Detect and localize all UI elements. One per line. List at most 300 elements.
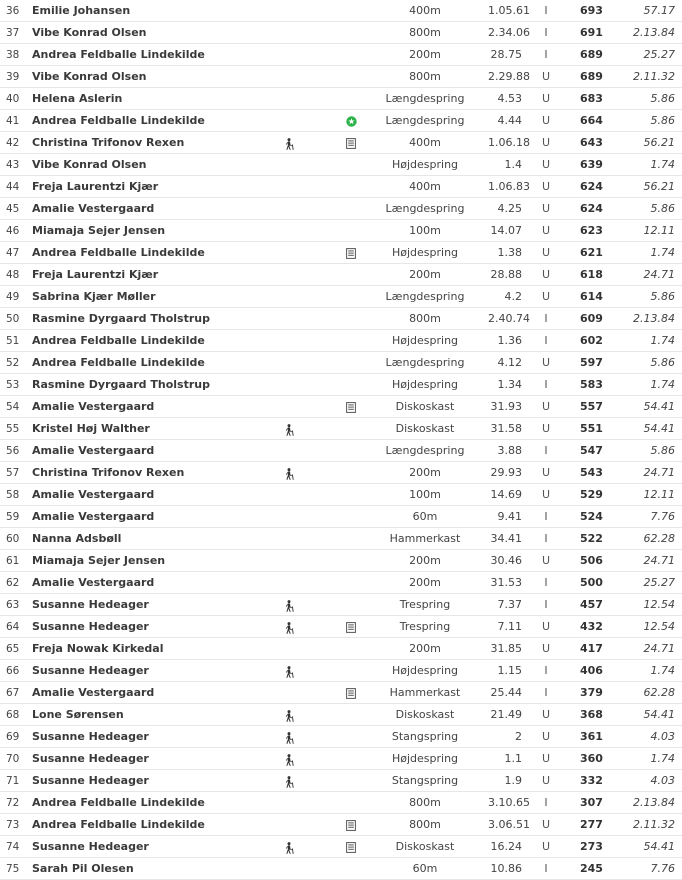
- table-row[interactable]: [0, 484, 682, 506]
- icon-cell-1: [282, 220, 296, 241]
- indoor-outdoor-flag: I: [544, 444, 548, 457]
- icon-cell-1: [282, 814, 296, 835]
- icon-cell-2: [344, 572, 358, 593]
- rank-cell: 74: [6, 841, 20, 853]
- icon-cell-1: [282, 352, 296, 373]
- icon-cell-1: [282, 418, 296, 439]
- table-row[interactable]: [0, 110, 682, 132]
- athlete-name-link[interactable]: Amalie Vestergaard: [32, 202, 155, 215]
- table-row[interactable]: [0, 352, 682, 374]
- rank-cell: 63: [6, 599, 20, 611]
- indoor-outdoor-flag: U: [541, 400, 551, 413]
- rank-cell: 66: [6, 665, 20, 677]
- event-cell: Længdespring: [385, 290, 465, 303]
- icon-cell-1: [282, 154, 296, 175]
- athlete-name-link[interactable]: Vibe Konrad Olsen: [32, 26, 147, 39]
- athlete-name-link[interactable]: Susanne Hedeager: [32, 774, 149, 787]
- record-cell: 57.17: [643, 4, 675, 17]
- result-cell: 1.06.83: [488, 180, 530, 193]
- record-cell: 54.41: [643, 400, 675, 413]
- icon-cell-2: [344, 792, 358, 813]
- points-cell: 432: [580, 620, 603, 633]
- athlete-name-link[interactable]: Andrea Feldballe Lindekilde: [32, 818, 205, 831]
- table-row[interactable]: [0, 748, 682, 770]
- table-row[interactable]: [0, 330, 682, 352]
- athlete-name-link[interactable]: Amalie Vestergaard: [32, 444, 155, 457]
- athlete-name-link[interactable]: Amalie Vestergaard: [32, 576, 155, 589]
- table-row[interactable]: [0, 198, 682, 220]
- athlete-name-link[interactable]: Vibe Konrad Olsen: [32, 70, 147, 83]
- walker-icon: [284, 622, 294, 634]
- icon-cell-2: [344, 330, 358, 351]
- points-cell: 597: [580, 356, 603, 369]
- record-cell: 2.13.84: [633, 26, 675, 39]
- table-row[interactable]: [0, 242, 682, 264]
- walker-icon: [284, 842, 294, 854]
- icon-cell-2: [344, 528, 358, 549]
- points-cell: 543: [580, 466, 603, 479]
- table-row[interactable]: [0, 528, 682, 550]
- indoor-outdoor-flag: U: [541, 422, 551, 435]
- walker-icon: [284, 776, 294, 788]
- event-cell: 200m: [409, 268, 441, 281]
- indoor-outdoor-flag: U: [541, 158, 551, 171]
- points-cell: 691: [580, 26, 603, 39]
- record-cell: 54.41: [643, 422, 675, 435]
- points-cell: 277: [580, 818, 603, 831]
- event-cell: Længdespring: [385, 114, 465, 127]
- result-cell: 1.36: [497, 334, 522, 347]
- points-cell: 500: [580, 576, 603, 589]
- icon-cell-1: [282, 836, 296, 857]
- icon-cell-2: [344, 220, 358, 241]
- athlete-name-link[interactable]: Susanne Hedeager: [32, 598, 149, 611]
- athlete-name-link[interactable]: Helena Aslerin: [32, 92, 123, 105]
- indoor-outdoor-flag: U: [541, 620, 551, 633]
- record-cell: 54.41: [643, 708, 675, 721]
- athlete-name-link[interactable]: Susanne Hedeager: [32, 620, 149, 633]
- points-cell: 624: [580, 202, 603, 215]
- event-cell: 800m: [409, 796, 441, 809]
- points-cell: 529: [580, 488, 603, 501]
- record-cell: 5.86: [650, 202, 675, 215]
- record-cell: 56.21: [643, 136, 675, 149]
- icon-cell-1: [282, 330, 296, 351]
- result-cell: 1.34: [497, 378, 522, 391]
- athlete-name-link[interactable]: Andrea Feldballe Lindekilde: [32, 114, 205, 127]
- table-row[interactable]: [0, 704, 682, 726]
- record-cell: 5.86: [650, 290, 675, 303]
- icon-cell-1: [282, 396, 296, 417]
- icon-cell-2: [344, 110, 358, 131]
- points-cell: 360: [580, 752, 603, 765]
- table-row[interactable]: [0, 814, 682, 836]
- icon-cell-2: [344, 44, 358, 65]
- athlete-name-link[interactable]: Andrea Feldballe Lindekilde: [32, 246, 205, 259]
- icon-cell-2: [344, 594, 358, 615]
- rank-cell: 56: [6, 445, 20, 457]
- points-cell: 524: [580, 510, 603, 523]
- table-row[interactable]: [0, 220, 682, 242]
- icon-cell-1: [282, 792, 296, 813]
- record-cell: 54.41: [643, 840, 675, 853]
- points-cell: 623: [580, 224, 603, 237]
- points-cell: 683: [580, 92, 603, 105]
- document-icon[interactable]: [346, 248, 356, 259]
- record-cell: 7.76: [650, 510, 675, 523]
- icon-cell-1: [282, 484, 296, 505]
- points-cell: 245: [580, 862, 603, 875]
- record-cell: 2.11.32: [633, 818, 675, 831]
- walker-icon: [284, 732, 294, 744]
- points-cell: 643: [580, 136, 603, 149]
- event-cell: Hammerkast: [389, 686, 461, 699]
- record-cell: 5.86: [650, 92, 675, 105]
- athlete-name-link[interactable]: Nanna Adsbøll: [32, 532, 122, 545]
- event-cell: 60m: [412, 510, 438, 523]
- points-cell: 307: [580, 796, 603, 809]
- athlete-name-link[interactable]: Miamaja Sejer Jensen: [32, 554, 166, 567]
- rank-cell: 58: [6, 489, 20, 501]
- icon-cell-1: [282, 858, 296, 879]
- rank-cell: 73: [6, 819, 20, 831]
- event-cell: 800m: [409, 70, 441, 83]
- record-cell: 5.86: [650, 114, 675, 127]
- document-icon[interactable]: [346, 138, 356, 149]
- athlete-name-link[interactable]: Susanne Hedeager: [32, 752, 149, 765]
- icon-cell-1: [282, 616, 296, 637]
- athlete-name-link[interactable]: Freja Nowak Kirkedal: [32, 642, 164, 655]
- result-cell: 25.44: [490, 686, 522, 699]
- athlete-name-link[interactable]: Amalie Vestergaard: [32, 686, 155, 699]
- table-row[interactable]: [0, 792, 682, 814]
- walker-icon: [284, 666, 294, 678]
- icon-cell-2: [344, 858, 358, 879]
- icon-cell-2: [344, 396, 358, 417]
- table-row[interactable]: [0, 638, 682, 660]
- indoor-outdoor-flag: U: [541, 114, 551, 127]
- event-cell: 60m: [412, 862, 438, 875]
- table-row[interactable]: [0, 616, 682, 638]
- rank-cell: 53: [6, 379, 20, 391]
- points-cell: 368: [580, 708, 603, 721]
- rank-cell: 43: [6, 159, 20, 171]
- icon-cell-1: [282, 726, 296, 747]
- athlete-name-link[interactable]: Freja Laurentzi Kjær: [32, 268, 159, 281]
- record-cell: 56.21: [643, 180, 675, 193]
- icon-cell-2: [344, 308, 358, 329]
- indoor-outdoor-flag: U: [541, 290, 551, 303]
- indoor-outdoor-flag: U: [541, 246, 551, 259]
- icon-cell-1: [282, 22, 296, 43]
- icon-cell-2: [344, 242, 358, 263]
- result-cell: 31.93: [490, 400, 522, 413]
- athlete-name-link[interactable]: Miamaja Sejer Jensen: [32, 224, 166, 237]
- icon-cell-1: [282, 264, 296, 285]
- result-cell: 30.46: [490, 554, 522, 567]
- rank-cell: 67: [6, 687, 20, 699]
- icon-cell-2: [344, 88, 358, 109]
- rank-cell: 36: [6, 5, 20, 17]
- result-cell: 31.53: [490, 576, 522, 589]
- document-icon[interactable]: [346, 820, 356, 831]
- icon-cell-2: [344, 176, 358, 197]
- rank-cell: 62: [6, 577, 20, 589]
- table-row[interactable]: [0, 374, 682, 396]
- table-row[interactable]: [0, 682, 682, 704]
- points-cell: 689: [580, 48, 603, 61]
- points-cell: 664: [580, 114, 603, 127]
- event-cell: Højdespring: [391, 158, 459, 171]
- icon-cell-1: [282, 506, 296, 527]
- rank-cell: 40: [6, 93, 20, 105]
- icon-cell-1: [282, 132, 296, 153]
- table-row[interactable]: [0, 462, 682, 484]
- points-cell: 273: [580, 840, 603, 853]
- icon-cell-1: [282, 704, 296, 725]
- event-cell: 800m: [409, 818, 441, 831]
- indoor-outdoor-flag: U: [541, 840, 551, 853]
- result-cell: 10.86: [490, 862, 522, 875]
- icon-cell-1: [282, 682, 296, 703]
- rank-cell: 38: [6, 49, 20, 61]
- record-cell: 2.13.84: [633, 796, 675, 809]
- icon-cell-2: [344, 616, 358, 637]
- record-cell: 4.03: [650, 774, 675, 787]
- document-icon[interactable]: [346, 688, 356, 699]
- table-row[interactable]: [0, 66, 682, 88]
- athlete-name-link[interactable]: Andrea Feldballe Lindekilde: [32, 334, 205, 347]
- rank-cell: 39: [6, 71, 20, 83]
- table-row[interactable]: [0, 154, 682, 176]
- event-cell: Højdespring: [391, 752, 459, 765]
- points-cell: 618: [580, 268, 603, 281]
- result-cell: 7.11: [497, 620, 522, 633]
- result-cell: 4.12: [497, 356, 522, 369]
- rank-cell: 68: [6, 709, 20, 721]
- result-cell: 9.41: [497, 510, 522, 523]
- result-cell: 4.44: [497, 114, 522, 127]
- icon-cell-1: [282, 88, 296, 109]
- icon-cell-1: [282, 638, 296, 659]
- athlete-name-link[interactable]: Lone Sørensen: [32, 708, 124, 721]
- result-cell: 3.06.51: [488, 818, 530, 831]
- result-cell: 21.49: [490, 708, 522, 721]
- icon-cell-2: [344, 418, 358, 439]
- athlete-name-link[interactable]: Susanne Hedeager: [32, 840, 149, 853]
- indoor-outdoor-flag: I: [544, 796, 548, 809]
- icon-cell-2: [344, 440, 358, 461]
- athlete-name-link[interactable]: Rasmine Dyrgaard Tholstrup: [32, 312, 210, 325]
- event-cell: Diskoskast: [395, 840, 455, 853]
- record-cell: 1.74: [650, 752, 675, 765]
- athlete-name-link[interactable]: Emilie Johansen: [32, 4, 131, 17]
- icon-cell-1: [282, 440, 296, 461]
- result-cell: 4.53: [497, 92, 522, 105]
- points-cell: 689: [580, 70, 603, 83]
- athlete-name-link[interactable]: Freja Laurentzi Kjær: [32, 180, 159, 193]
- table-row[interactable]: [0, 0, 682, 22]
- icon-cell-1: [282, 660, 296, 681]
- record-cell: 1.74: [650, 378, 675, 391]
- table-row[interactable]: [0, 396, 682, 418]
- table-row[interactable]: [0, 726, 682, 748]
- table-row[interactable]: [0, 286, 682, 308]
- table-row[interactable]: [0, 770, 682, 792]
- table-row[interactable]: [0, 44, 682, 66]
- record-cell: 12.11: [643, 224, 675, 237]
- athlete-name-link[interactable]: Susanne Hedeager: [32, 664, 149, 677]
- event-cell: Diskoskast: [395, 400, 455, 413]
- result-cell: 4.25: [497, 202, 522, 215]
- document-icon[interactable]: [346, 622, 356, 633]
- icon-cell-2: [344, 484, 358, 505]
- result-cell: 14.69: [490, 488, 522, 501]
- result-cell: 16.24: [490, 840, 522, 853]
- record-cell: 2.11.32: [633, 70, 675, 83]
- indoor-outdoor-flag: I: [544, 48, 548, 61]
- points-cell: 624: [580, 180, 603, 193]
- points-cell: 361: [580, 730, 603, 743]
- indoor-outdoor-flag: U: [541, 202, 551, 215]
- athlete-name-link[interactable]: Sabrina Kjær Møller: [32, 290, 156, 303]
- event-cell: Hammerkast: [389, 532, 461, 545]
- result-cell: 31.58: [490, 422, 522, 435]
- athlete-name-link[interactable]: Sarah Pil Olesen: [32, 862, 134, 875]
- event-cell: Diskoskast: [395, 422, 455, 435]
- record-cell: 5.86: [650, 444, 675, 457]
- athlete-name-link[interactable]: Christina Trifonov Rexen: [32, 136, 185, 149]
- table-row[interactable]: [0, 264, 682, 286]
- result-cell: 28.88: [490, 268, 522, 281]
- rank-cell: 55: [6, 423, 20, 435]
- table-row[interactable]: [0, 132, 682, 154]
- icon-cell-2: [344, 836, 358, 857]
- rank-cell: 47: [6, 247, 20, 259]
- event-cell: Trespring: [399, 598, 451, 611]
- icon-cell-1: [282, 0, 296, 21]
- indoor-outdoor-flag: I: [544, 378, 548, 391]
- icon-cell-1: [282, 748, 296, 769]
- rank-cell: 72: [6, 797, 20, 809]
- record-cell: 12.11: [643, 488, 675, 501]
- icon-cell-2: [344, 198, 358, 219]
- event-cell: 200m: [409, 48, 441, 61]
- rank-cell: 37: [6, 27, 20, 39]
- icon-cell-2: [344, 748, 358, 769]
- indoor-outdoor-flag: I: [544, 598, 548, 611]
- athlete-name-link[interactable]: Vibe Konrad Olsen: [32, 158, 147, 171]
- table-row[interactable]: [0, 506, 682, 528]
- table-row[interactable]: [0, 418, 682, 440]
- athlete-name-link[interactable]: Andrea Feldballe Lindekilde: [32, 356, 205, 369]
- athlete-name-link[interactable]: Amalie Vestergaard: [32, 400, 155, 413]
- table-row[interactable]: [0, 836, 682, 858]
- event-cell: Højdespring: [391, 378, 459, 391]
- event-cell: 400m: [409, 180, 441, 193]
- rank-cell: 48: [6, 269, 20, 281]
- table-row[interactable]: [0, 440, 682, 462]
- icon-cell-1: [282, 770, 296, 791]
- table-row[interactable]: [0, 572, 682, 594]
- result-cell: 2: [515, 730, 522, 743]
- athlete-name-link[interactable]: Amalie Vestergaard: [32, 488, 155, 501]
- result-cell: 1.06.18: [488, 136, 530, 149]
- document-icon[interactable]: [346, 402, 356, 413]
- athlete-name-link[interactable]: Rasmine Dyrgaard Tholstrup: [32, 378, 210, 391]
- icon-cell-2: [344, 638, 358, 659]
- icon-cell-2: [344, 154, 358, 175]
- document-icon[interactable]: [346, 842, 356, 853]
- icon-cell-2: [344, 506, 358, 527]
- table-row[interactable]: [0, 176, 682, 198]
- athlete-name-link[interactable]: Andrea Feldballe Lindekilde: [32, 796, 205, 809]
- indoor-outdoor-flag: U: [541, 224, 551, 237]
- indoor-outdoor-flag: U: [541, 642, 551, 655]
- indoor-outdoor-flag: U: [541, 554, 551, 567]
- table-row[interactable]: [0, 550, 682, 572]
- icon-cell-1: [282, 374, 296, 395]
- indoor-outdoor-flag: U: [541, 730, 551, 743]
- result-cell: 1.15: [497, 664, 522, 677]
- icon-cell-2: [344, 462, 358, 483]
- icon-cell-2: [344, 22, 358, 43]
- table-row[interactable]: [0, 594, 682, 616]
- rank-cell: 65: [6, 643, 20, 655]
- athlete-name-link[interactable]: Kristel Høj Walther: [32, 422, 150, 435]
- points-cell: 522: [580, 532, 603, 545]
- indoor-outdoor-flag: I: [544, 510, 548, 523]
- record-cell: 7.76: [650, 862, 675, 875]
- indoor-outdoor-flag: I: [544, 862, 548, 875]
- result-cell: 28.75: [490, 48, 522, 61]
- icon-cell-2: [344, 264, 358, 285]
- table-row[interactable]: [0, 88, 682, 110]
- result-cell: 1.38: [497, 246, 522, 259]
- table-row[interactable]: [0, 660, 682, 682]
- indoor-outdoor-flag: U: [541, 466, 551, 479]
- icon-cell-2: [344, 132, 358, 153]
- points-cell: 506: [580, 554, 603, 567]
- result-cell: 31.85: [490, 642, 522, 655]
- athlete-name-link[interactable]: Susanne Hedeager: [32, 730, 149, 743]
- rank-cell: 52: [6, 357, 20, 369]
- icon-cell-1: [282, 594, 296, 615]
- record-cell: 24.71: [643, 642, 675, 655]
- rank-cell: 75: [6, 863, 20, 875]
- event-cell: 200m: [409, 466, 441, 479]
- result-cell: 2.29.88: [488, 70, 530, 83]
- icon-cell-1: [282, 198, 296, 219]
- indoor-outdoor-flag: I: [544, 26, 548, 39]
- event-cell: Trespring: [399, 620, 451, 633]
- table-row[interactable]: [0, 22, 682, 44]
- points-cell: 614: [580, 290, 603, 303]
- event-cell: 400m: [409, 136, 441, 149]
- icon-cell-2: [344, 660, 358, 681]
- athlete-name-link[interactable]: Andrea Feldballe Lindekilde: [32, 48, 205, 61]
- table-row[interactable]: [0, 308, 682, 330]
- points-cell: 406: [580, 664, 603, 677]
- athlete-name-link[interactable]: Amalie Vestergaard: [32, 510, 155, 523]
- event-cell: Længdespring: [385, 202, 465, 215]
- indoor-outdoor-flag: U: [541, 92, 551, 105]
- indoor-outdoor-flag: I: [544, 532, 548, 545]
- athlete-name-link[interactable]: Christina Trifonov Rexen: [32, 466, 185, 479]
- record-cell: 12.54: [643, 598, 675, 611]
- points-cell: 609: [580, 312, 603, 325]
- icon-cell-2: [344, 0, 358, 21]
